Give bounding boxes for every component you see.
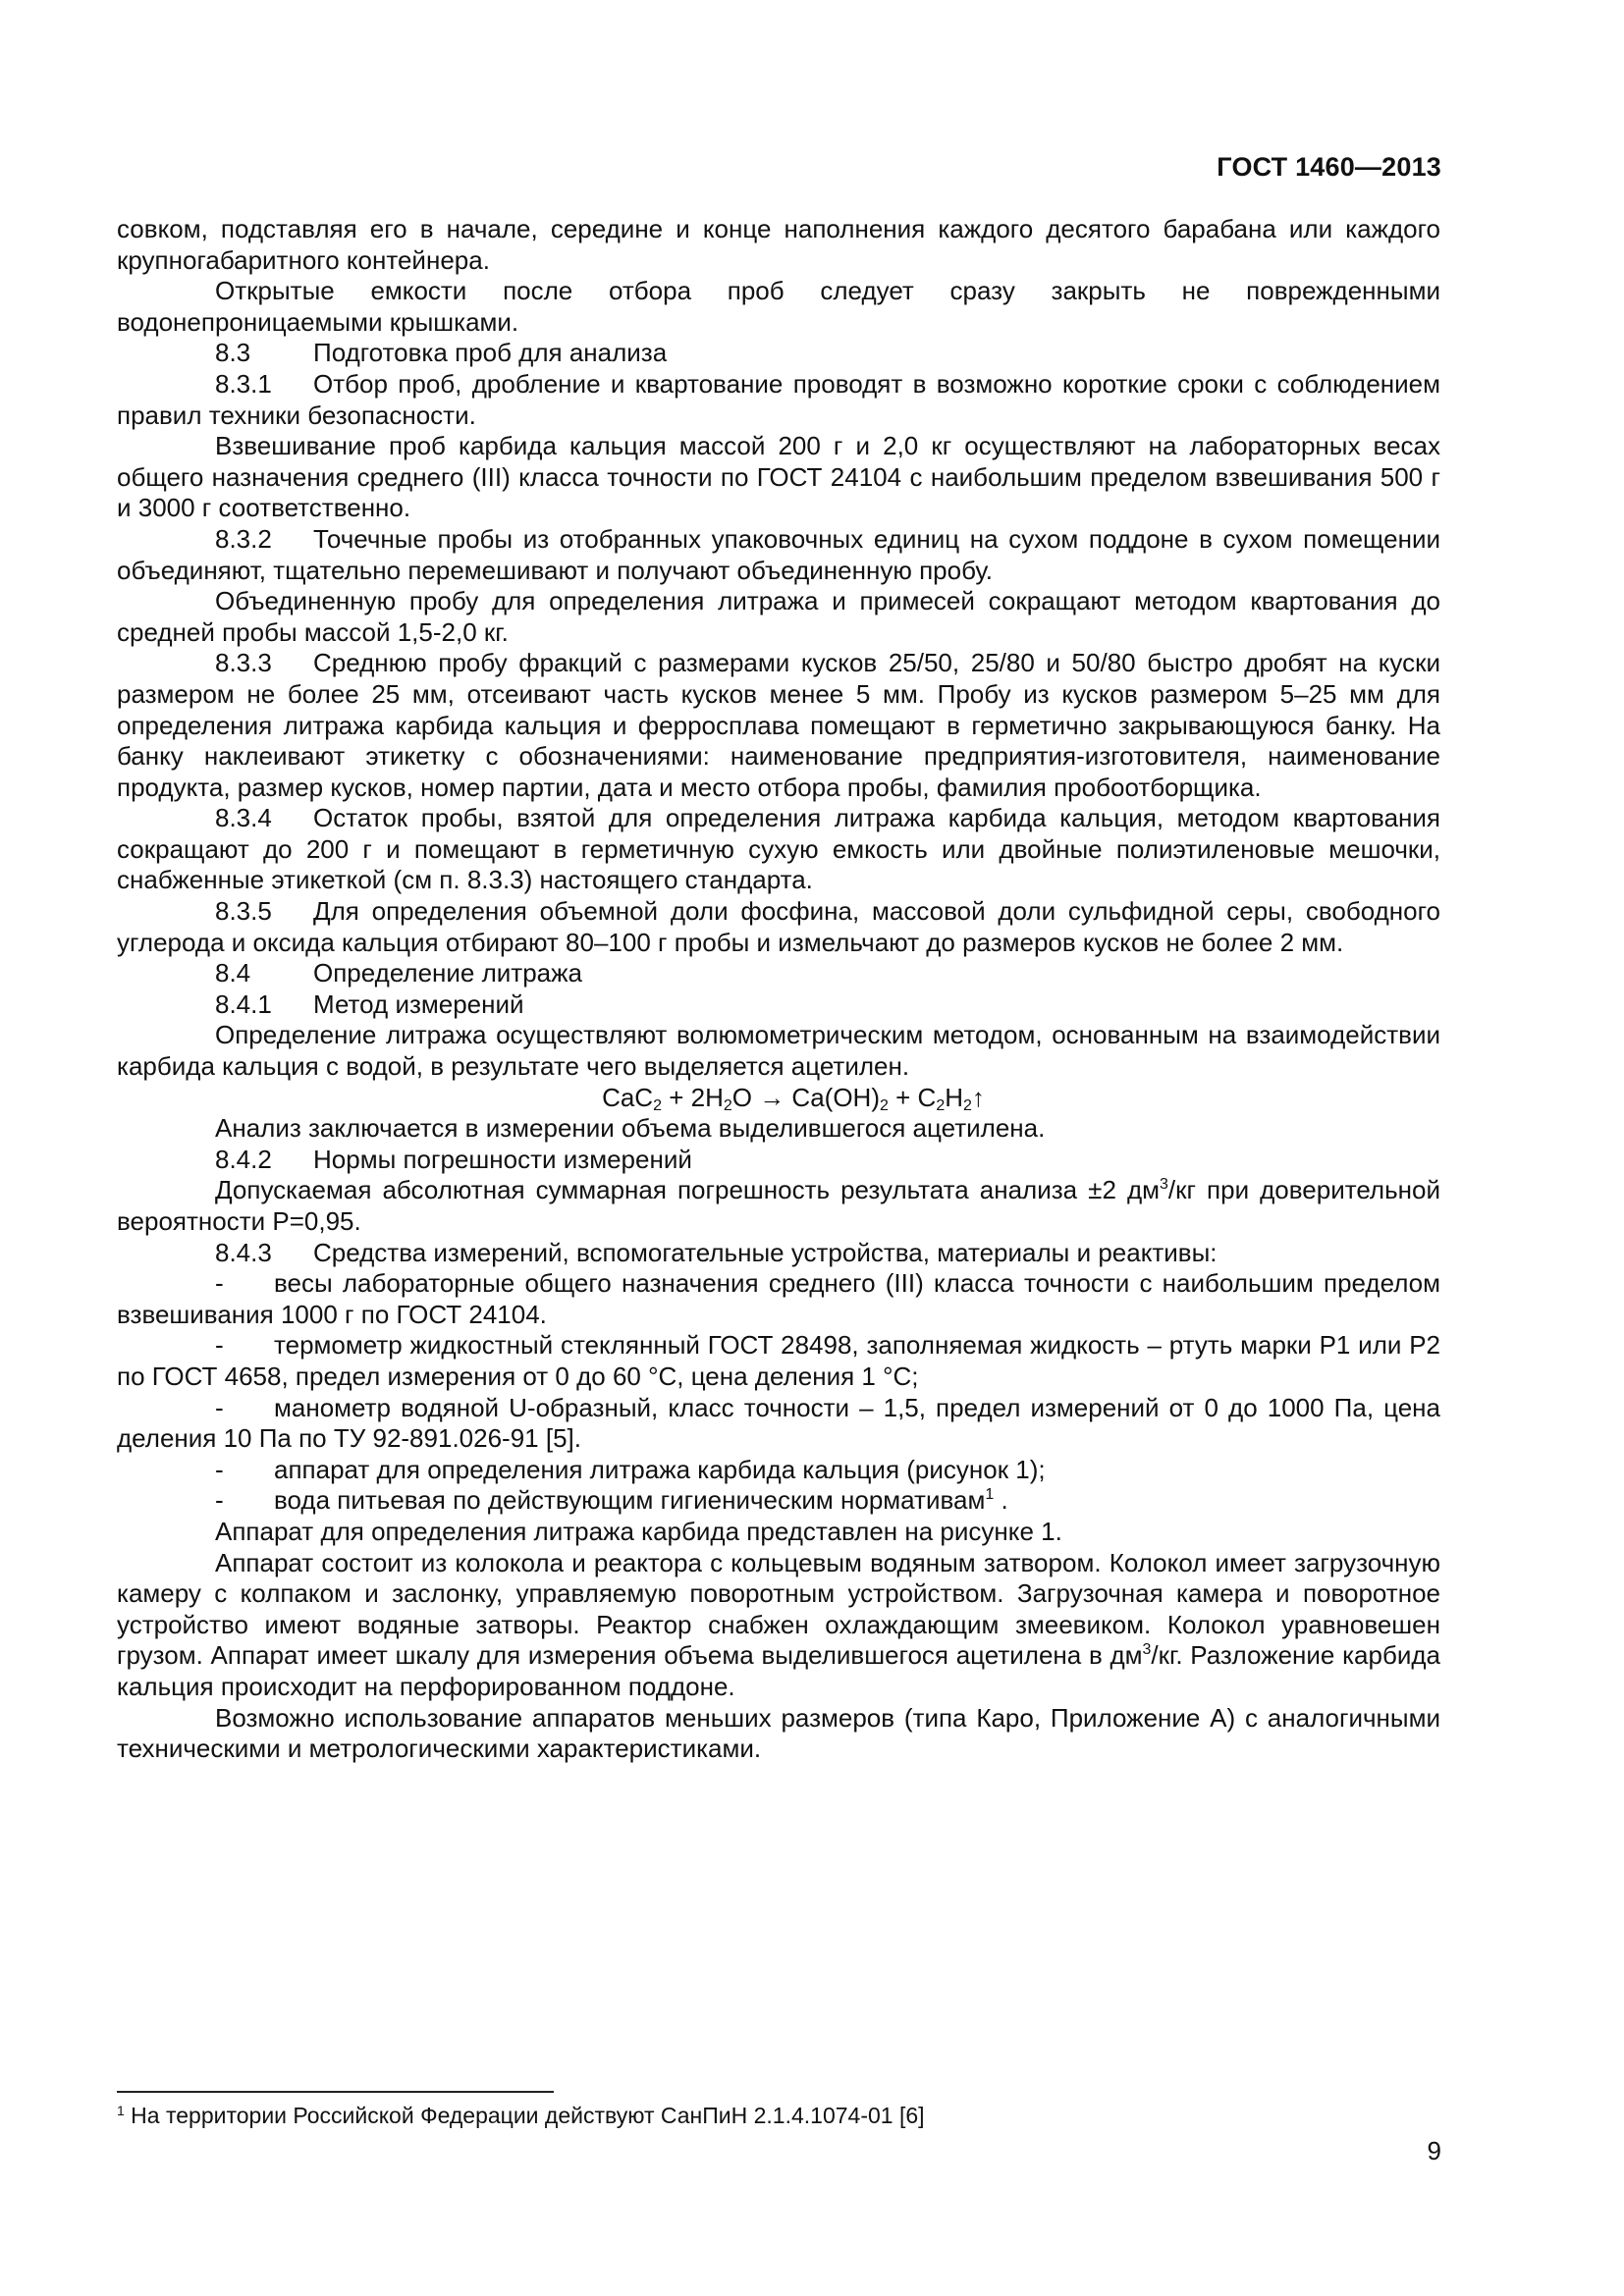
section-number: 8.4 <box>215 958 251 988</box>
footnote <box>117 2103 925 2129</box>
section-text: Отбор проб, дробление и квартование проводят в возможно короткие сроки с соблюдением правил техники безопасности. <box>117 368 1440 430</box>
paragraph: Возможно использование аппаратов меньших размеров (типа Каро, Приложение А) с аналогичными техническими и метрологическими характеристиками. <box>117 1702 1440 1764</box>
paragraph: Определение литража осуществляют волюмометрическим методом, основанным на взаимодействии карбида кальция с водой, в результате чего выделяется ацетилен. <box>117 1020 1440 1082</box>
section-number: 8.3 <box>215 338 251 368</box>
list-item: - термометр жидкостный стеклянный ГОСТ 28498, заполняемая жидкость – ртуть марки Р1 или Р2 по ГОСТ 4658, предел измерения от 0 до 60 °С, цена деления 1 °С; <box>117 1330 1440 1391</box>
document-body <box>117 214 1440 1765</box>
page-number: 9 <box>1427 2136 1441 2165</box>
list-item: - весы лабораторные общего назначения среднего (III) класса точности с наибольшим пределом взвешивания 1000 г по ГОСТ 24104. <box>117 1268 1440 1329</box>
list-item: - аппарат для определения литража карбида кальция (рисунок 1); <box>215 1454 1046 1484</box>
section-text: Остаток пробы, взятой для определения литража карбида кальция, методом квартования сокращают до 200 г и помещают в герметичную сухую емкость или двойные полиэтиленовые мешочки, снабженные этикеткой (см п. 8.3.3) настоящего стандарта. <box>117 803 1440 895</box>
list-item: - манометр водяной U-образный, класс точности – 1,5, предел измерений от 0 до 1000 Па, цена деления 10 Па по ТУ 92-891.026-91 [5]. <box>117 1392 1440 1454</box>
paragraph: Открытые емкости после отбора проб следует сразу закрыть не поврежденными водонепроницаемыми крышками. <box>117 276 1440 337</box>
section-text: Для определения объемной доли фосфина, массовой доли сульфидной серы, свободного углерода и оксида кальция отбирают 80–100 г пробы и измельчают до размеров кусков не более 2 мм. <box>117 896 1440 957</box>
section-title: Подготовка проб для анализа <box>313 338 668 368</box>
section-text: Среднюю пробу фракций с размерами кусков 25/50, 25/80 и 50/80 быстро дробят на куски размером не более 25 мм, отсеивают часть кусков менее 5 мм. Пробу из кусков размером 5–25 мм для определения литража карбида кальция и ферросплава помещают в герметично закрывающуюся банку. На банку наклеивают этикетку с обозначениями: наименование предприятия-изготовителя, наименование продукта, размер кусков, номер партии, дата и место отбора пробы, фамилия пробоотборщика. <box>117 648 1440 802</box>
paragraph: совком, подставляя его в начале, середине и конце наполнения каждого десятого барабана или каждого крупногабаритного контейнера. <box>117 214 1440 275</box>
section-8-3-3 <box>117 648 1440 803</box>
section-number: 8.4.3 <box>215 1237 272 1267</box>
dash-marker: - <box>215 1485 224 1516</box>
arrow-up-icon: ↑ <box>971 1082 985 1112</box>
footnote-ref[interactable]: 1 <box>985 1486 995 1504</box>
section-8-3-4 <box>117 803 1440 896</box>
section-heading-8-4 <box>117 958 1440 989</box>
section-number: 8.3.1 <box>215 368 272 399</box>
section-heading-8-4-2 <box>117 1145 1440 1176</box>
section-heading-8-3 <box>117 338 1440 369</box>
section-text: Средства измерений, вспомогательные устройства, материалы и реактивы: <box>313 1237 1218 1267</box>
error-norm-paragraph: Допускаемая абсолютная суммарная погрешность результата анализа ±2 $дм^3/кг$ при доверительной вероятности P=0,95. <box>117 1175 1440 1236</box>
section-text: Точечные пробы из отобранных упаковочных единиц на сухом поддоне в сухом помещении объединяют, тщательно перемешивают и получают объединенную пробу. <box>117 523 1440 585</box>
dash-marker: - <box>215 1330 224 1361</box>
dash-marker: - <box>215 1454 224 1484</box>
paragraph: Объединенную пробу для определения литража и примесей сокращают методом квартования до средней пробы массой 1,5-2,0 кг. <box>117 586 1440 647</box>
footnote-mark: 1 <box>117 2103 125 2118</box>
section-number: 8.4.1 <box>215 988 272 1019</box>
section-heading-8-4-1 <box>117 989 1440 1021</box>
section-8-3-2 <box>117 524 1440 586</box>
paragraph: Анализ заключается в измерении объема выделившегося ацетилена. <box>215 1113 1046 1144</box>
dash-marker: - <box>215 1268 224 1299</box>
section-8-3-1 <box>117 369 1440 431</box>
section-number: 8.3.2 <box>215 523 272 554</box>
paragraph: Взвешивание проб карбида кальция массой 200 г и 2,0 кг осуществляют на лабораторных весах общего назначения среднего (III) класса точности по ГОСТ 24104 с наибольшим пределом взвешивания 500 г и 3000 г соответственно. <box>117 431 1440 523</box>
section-number: 8.4.2 <box>215 1144 272 1174</box>
section-heading-8-4-3 <box>117 1238 1440 1269</box>
list-item: - вода питьевая по действующим гигиеническим нормативам$^1$ . <box>215 1485 1008 1516</box>
dash-marker: - <box>215 1392 224 1422</box>
chemical-equation: $CaC_2 + 2H_2O \to Ca(OH)_2$ + $C_2H_2↑$ <box>602 1082 985 1114</box>
section-number: 8.3.3 <box>215 648 272 678</box>
paragraph: Аппарат для определения литража карбида представлен на рисунке 1. <box>215 1516 1062 1546</box>
section-number: 8.3.5 <box>215 896 272 927</box>
footnote-text: На территории Российской Федерации действуют СанПиН 2.1.4.1074-01 [6] <box>124 2103 925 2128</box>
apparatus-paragraph: Аппарат состоит из колокола и реактора с кольцевым водяным затвором. Колокол имеет загрузочную камеру с колпаком и заслонку, управляемую поворотным устройством. Загрузочная камера и поворотное устройство имеют водяные затворы. Реактор снабжен охлаждающим змеевиком. Колокол уравновешен грузом. Аппарат имеет шкалу для измерения объема выделившегося ацетилена в $дм^3/кг$. Разложение карбида кальция происходит на перфорированном поддоне. <box>117 1547 1440 1701</box>
section-title: Метод измерений <box>313 988 524 1019</box>
section-8-3-5 <box>117 896 1440 958</box>
page-header: ГОСТ 1460—2013 <box>1217 152 1441 182</box>
section-title: Определение литража <box>313 958 582 988</box>
footnote-divider <box>117 2091 554 2093</box>
section-number: 8.3.4 <box>215 803 272 833</box>
section-title: Нормы погрешности измерений <box>313 1144 692 1174</box>
